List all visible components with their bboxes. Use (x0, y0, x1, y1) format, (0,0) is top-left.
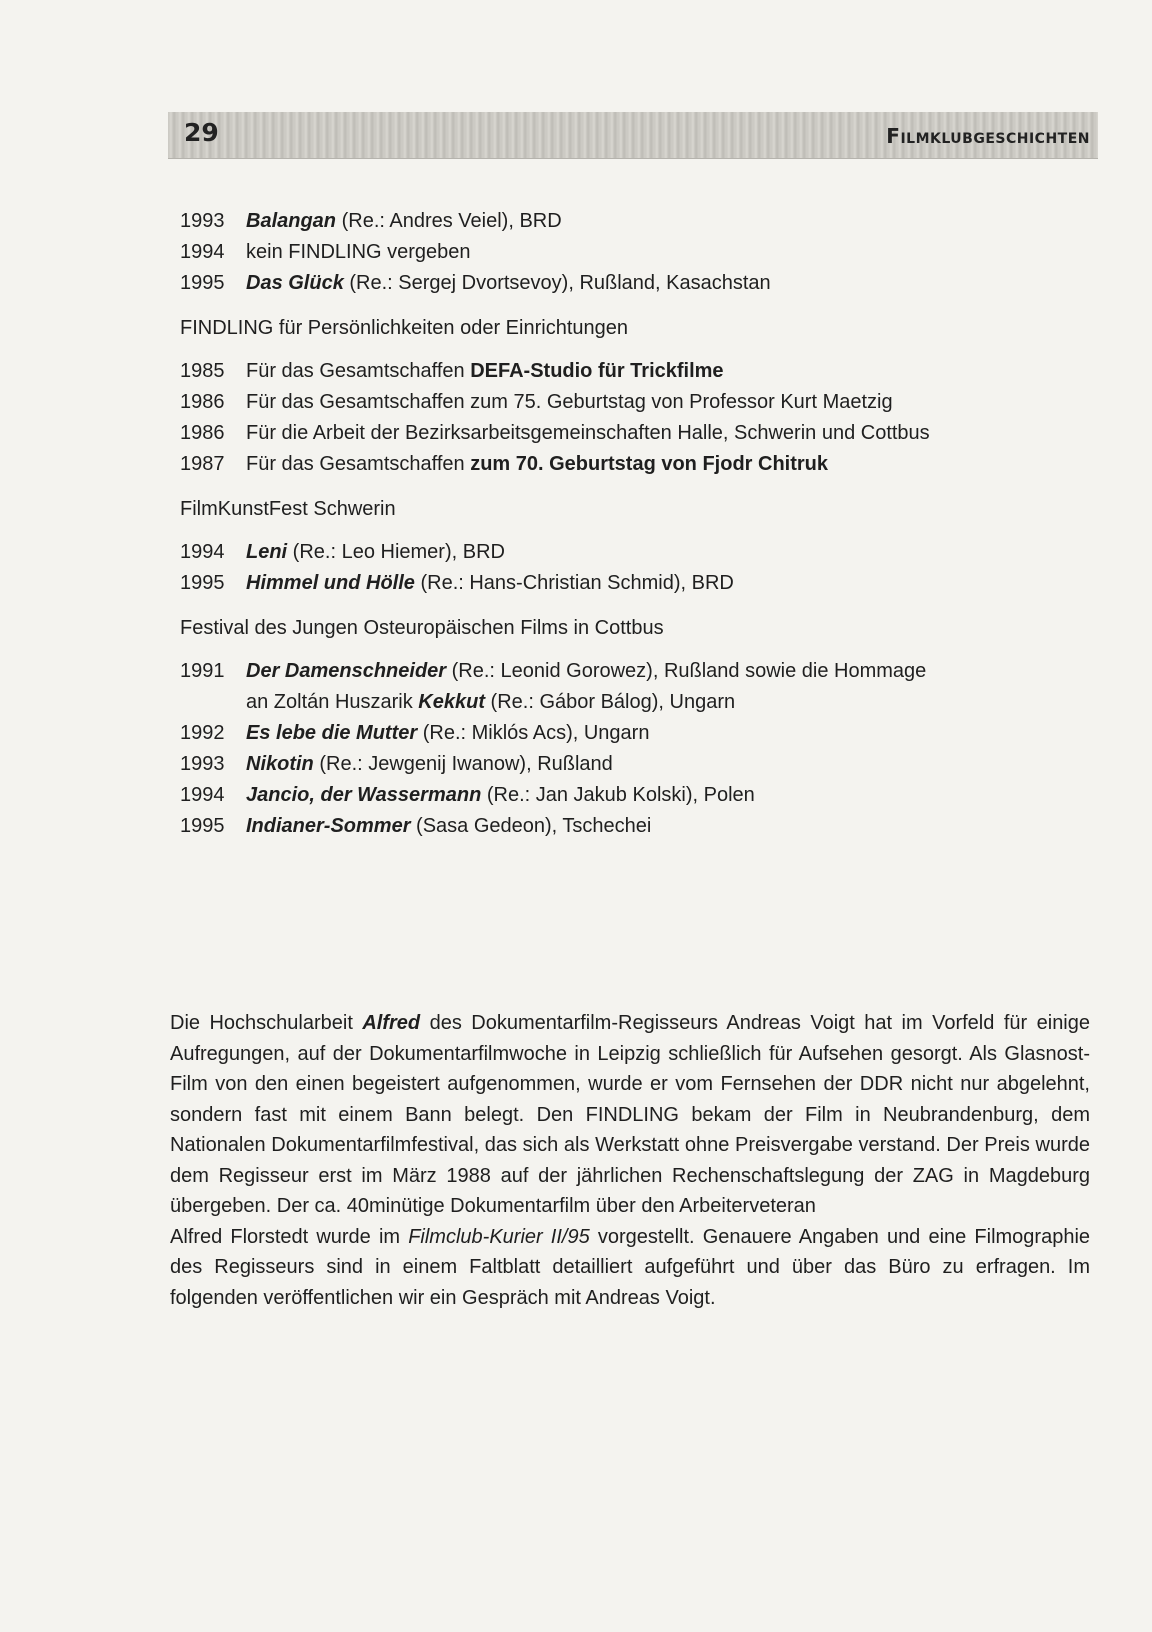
film-info: (Re.: Hans-Christian Schmid), BRD (414, 572, 734, 594)
heading-findling: FINDLING für Persönlichkeiten oder Einrichtungen (180, 317, 628, 339)
award-lists (180, 206, 1090, 842)
film-info: (Re.: Leonid Gorowez), Rußland sowie die Hommage (446, 660, 927, 682)
film-info: (Re.: Jan Jakub Kolski), Polen (481, 784, 755, 806)
list-item (180, 687, 1090, 718)
award-bold: zum 70. Geburtstag von Fjodr Chitruk (470, 453, 828, 475)
award-text: Für das Gesamtschaffen (246, 453, 471, 475)
list-item (180, 718, 1090, 749)
award-text: Für das Gesamtschaffen (246, 360, 471, 382)
year: 1986 (180, 422, 225, 444)
year: 1995 (180, 572, 225, 594)
film-title: Das Glück (246, 272, 344, 294)
heading-schwerin: FilmKunstFest Schwerin (180, 498, 396, 520)
year: 1994 (180, 541, 225, 563)
year: 1985 (180, 360, 225, 382)
year: 1994 (180, 241, 225, 263)
film-info: (Sasa Gedeon), Tschechei (410, 815, 652, 837)
list-item (180, 656, 1090, 687)
paragraph-1 (170, 1008, 1090, 1222)
text: des Dokumentarfilm-Regisseurs Andreas Voigt hat im Vorfeld für einige Aufregungen, auf der Dokumentarfilmwoche in Leipzig schließlich für Aufsehen gesorgt. Als Glasnost-Film von den einen begeistert aufgenommen, wurde er vom Fernsehen der DDR nicht nur abgelehnt, sondern fast mit einem Bann belegt. Den FINDLING bekam der Film in Neubrandenburg, dem Nationalen Dokumentarfilmfestival, das sich als Werkstatt ohne Preisvergabe verstand. Der Preis wurde dem Regisseur erst im März 1988 auf der jährlichen Rechenschaftslegung der ZAG in Magdeburg übergeben. Der ca. 40minütige Dokumentarfilm über den Arbeiterveteran (170, 1012, 1091, 1217)
film-info: (Re.: Jewgenij Iwanow), Rußland (313, 753, 613, 775)
film-title: Es lebe die Mutter (246, 722, 418, 744)
award-bold: DEFA-Studio für Trickfilme (470, 360, 724, 382)
heading-cottbus: Festival des Jungen Osteuropäischen Films in Cottbus (180, 617, 664, 639)
list-item (180, 811, 1090, 842)
film-info: (Re.: Sergej Dvortsevoy), Rußland, Kasachstan (343, 272, 771, 294)
film-title: Indianer-Sommer (246, 815, 411, 837)
film-title: Jancio, der Wassermann (246, 784, 482, 806)
film-title: Der Damenschneider (246, 660, 447, 682)
film-title: Alfred (362, 1012, 421, 1034)
award-text: Für das Gesamtschaffen zum 75. Geburtstag von Professor Kurt Maetzig (246, 391, 893, 413)
list-item (180, 749, 1090, 780)
section-title: Filmklubgeschichten (886, 124, 1090, 148)
list-item (180, 449, 1090, 480)
year (180, 687, 246, 718)
film-info: (Re.: Miklós Acs), Ungarn (417, 722, 650, 744)
article-paragraph (170, 1008, 1090, 1313)
year: 1987 (180, 453, 225, 475)
year: 1992 (180, 722, 225, 744)
film-info: (Re.: Gábor Bálog), Ungarn (485, 691, 736, 713)
film-title: Himmel und Hölle (246, 572, 415, 594)
list-item (180, 418, 1090, 449)
list-item (180, 268, 1090, 299)
film-info: (Re.: Andres Veiel), BRD (336, 210, 562, 232)
year: 1995 (180, 815, 225, 837)
year: 1986 (180, 391, 225, 413)
award-text: Für die Arbeit der Bezirksarbeitsgemeinschaften Halle, Schwerin und Cottbus (246, 422, 930, 444)
film-info: an Zoltán Huszarik (246, 691, 419, 713)
year: 1994 (180, 784, 225, 806)
paragraph-2 (170, 1222, 1090, 1314)
year: 1993 (180, 210, 225, 232)
list-item (180, 356, 1090, 387)
film-info: (Re.: Leo Hiemer), BRD (287, 541, 505, 563)
film-info: kein FINDLING vergeben (246, 241, 471, 263)
page-number: 29 (184, 118, 219, 147)
text: Alfred Florstedt wurde im (170, 1225, 409, 1248)
text: Die Hochschularbeit (170, 1012, 363, 1034)
year: 1995 (180, 272, 225, 294)
film-title: Leni (246, 541, 288, 563)
list-item (180, 206, 1090, 237)
film-title: Balangan (246, 210, 337, 232)
list-item (180, 537, 1090, 568)
year: 1993 (180, 753, 225, 775)
list-item (180, 237, 1090, 268)
film-title: Kekkut (418, 691, 485, 713)
list-item (180, 568, 1090, 599)
film-title: Nikotin (246, 753, 314, 775)
publication-title: Filmclub-Kurier II/95 (408, 1225, 590, 1248)
text: vorgestellt. Genauere Angaben und eine Filmographie des Regisseurs sind in einem Faltblatt detailliert aufgeführt und über das Büro zu erfragen. Im folgenden veröffentlichen wir ein Gespräch mit Andreas Voigt. (170, 1225, 1091, 1309)
list-item (180, 780, 1090, 811)
list-item (180, 387, 1090, 418)
year: 1991 (180, 660, 225, 682)
